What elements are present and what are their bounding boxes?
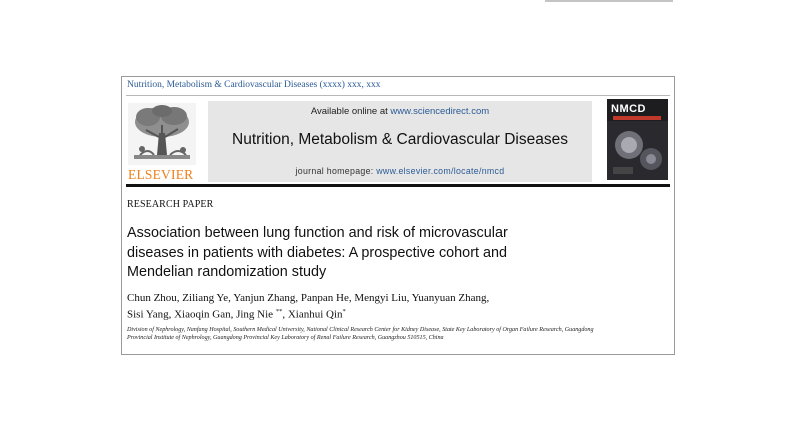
author-affiliation: Division of Nephrology, Nanfang Hospital, Southern Medical University, National Clinical Research Center for Kidney Disease, State Key Laboratory of Organ Failure Research, Guangdong Provincial Institute of Nephrology, Guangdong Provincial Key Laboratory of Renal Failure Research, Guangzhou 510515, China (127, 327, 594, 342)
journal-banner (208, 101, 592, 182)
journal-homepage-link[interactable]: www.elsevier.com/locate/nmcd (376, 166, 505, 176)
elsevier-wordmark: ELSEVIER (128, 167, 194, 182)
authors-line-1: Chun Zhou, Ziliang Ye, Yanjun Zhang, Panpan He, Mengyi Liu, Yuanyuan Zhang, (127, 292, 490, 304)
corresponding-mark[interactable]: * (342, 308, 346, 315)
divider (126, 95, 670, 96)
authors-line-2-end: , Xianhui Qin (282, 308, 343, 321)
journal-cover[interactable] (607, 99, 668, 180)
header-rule (126, 184, 670, 187)
sciencedirect-link[interactable]: www.sciencedirect.com (390, 106, 490, 117)
authors-line-2: Sisi Yang, Xiaoqin Gan, Jing Nie (127, 308, 276, 321)
elsevier-tree-icon (128, 103, 196, 165)
corresponding-mark[interactable]: ** (275, 308, 283, 315)
homepage-label: journal homepage: (295, 166, 377, 176)
journal-homepage (208, 166, 592, 176)
journal-citation: Nutrition, Metabolism & Cardiovascular Diseases (xxxx) xxx, xxx (127, 80, 381, 90)
top-edge-decoration (545, 0, 673, 2)
cover-title: NMCD (611, 103, 646, 115)
available-online (208, 106, 592, 117)
author-list (127, 291, 567, 322)
journal-cover-image (607, 121, 668, 180)
article-header (121, 76, 675, 355)
elsevier-logo[interactable] (126, 103, 198, 183)
available-online-label: Available online at (310, 106, 391, 117)
cover-stripe (613, 116, 661, 120)
article-type: RESEARCH PAPER (127, 199, 214, 210)
journal-title: Nutrition, Metabolism & Cardiovascular Diseases (232, 131, 568, 148)
article-title: Association between lung function and risk of microvascular diseases in patients with diabetes: A prospective cohort and Mendelian randomization study (127, 225, 508, 280)
